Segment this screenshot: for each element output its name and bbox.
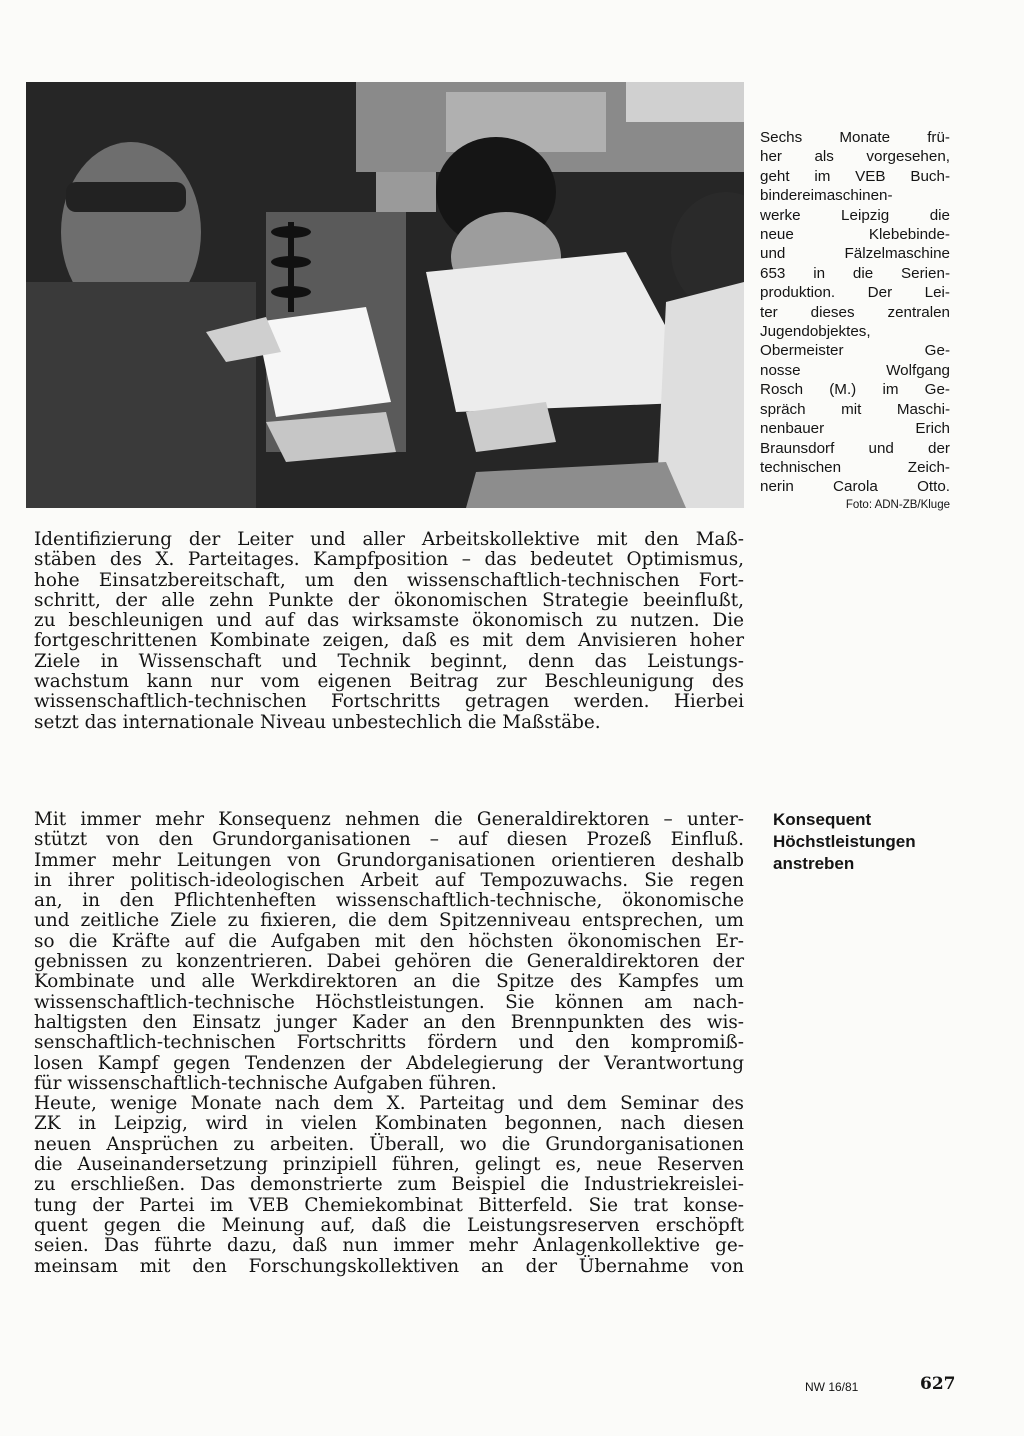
text-line: ZK in Leipzig, wird in vielen Kombinaten begonnen, nach diesen	[34, 1113, 744, 1135]
text-line: gebnissen zu konzentrieren. Dabei gehören die Generaldirektoren der	[34, 951, 744, 973]
text-line: setzt das internationale Niveau unbestechlich die Maßstäbe.	[34, 711, 601, 733]
text-line: tung der Partei im VEB Chemiekombinat Bitterfeld. Sie trat konse-	[34, 1194, 744, 1216]
caption-line: produktion. Der Lei-	[760, 284, 950, 302]
side-heading-line: anstreben	[773, 854, 855, 873]
article-paragraph-1	[34, 530, 744, 733]
caption-line: ter dieses zentralen	[760, 303, 950, 321]
text-line: und zeitliche Ziele zu fixieren, die dem Spitzenniveau entsprechen, um	[34, 910, 744, 932]
text-line: stäben des X. Parteitages. Kampfposition – das bedeutet Optimismus,	[34, 549, 744, 571]
text-line: wissenschaftlich-technische Höchstleistungen. Sie können am nach-	[34, 991, 744, 1013]
caption-line: werke Leipzig die	[760, 206, 950, 224]
photo-illustration	[26, 82, 744, 508]
caption-line: Braunsdorf und der	[760, 439, 950, 457]
side-heading-line: Konsequent	[773, 810, 872, 829]
caption-line: her als vorgesehen,	[760, 148, 950, 166]
text-line: Immer mehr Leitungen von Grundorganisationen orientieren deshalb	[34, 849, 744, 871]
text-line: seien. Das führte dazu, daß nun immer mehr Anlagenkollektive ge-	[34, 1235, 744, 1257]
text-line: in ihrer politisch-ideologischen Arbeit auf Tempozuwachs. Sie regen	[34, 869, 744, 891]
text-line: Mit immer mehr Konsequenz nehmen die Generaldirektoren – unter-	[34, 809, 744, 830]
side-heading-line: Höchstleistungen	[773, 832, 916, 851]
text-line: stützt von den Grundorganisationen – auf diesen Prozeß Einfluß.	[34, 829, 744, 851]
caption-line: spräch mit Maschi-	[760, 400, 950, 418]
article-paragraph-2	[34, 810, 744, 1277]
photo-caption	[760, 128, 950, 513]
caption-line: geht im VEB Buch-	[760, 167, 950, 185]
text-line: Ziele in Wissenschaft und Technik beginnt, denn das Leistungs-	[34, 650, 744, 672]
caption-line: technischen Zeich-	[760, 458, 950, 476]
caption-line: bindereimaschinen-	[760, 187, 893, 205]
text-line: zu erschließen. Das demonstrierte zum Beispiel die Industriekreislei-	[34, 1174, 744, 1196]
text-line: senschaftlich-technischen Fortschritts fördern und den kompromiß-	[34, 1032, 744, 1054]
text-line: fortgeschrittenen Kombinate zeigen, daß es mit dem Anvisieren hoher	[34, 630, 744, 652]
text-line: Kombinate und alle Werkdirektoren an die Spitze des Kampfes um	[34, 971, 744, 993]
caption-line: neue Klebebinde-	[760, 226, 950, 244]
caption-line: nerin Carola Otto.	[760, 478, 950, 496]
workshop-photo	[26, 82, 744, 508]
text-line: meinsam mit den Forschungskollektiven an der Übernahme von	[34, 1255, 744, 1277]
caption-line: Jugendobjektes,	[760, 323, 871, 341]
text-line: für wissenschaftlich-technische Aufgaben führen.	[34, 1072, 497, 1094]
caption-line: Sechs Monate frü-	[760, 129, 950, 146]
page-number: 627	[920, 1374, 956, 1394]
text-line: zu beschleunigen und auf das wirksamste ökonomisch zu nutzen. Die	[34, 610, 744, 632]
text-line: hohe Einsatzbereitschaft, um den wissenschaftlich-technischen Fort-	[34, 569, 744, 591]
text-line: wachstum kann nur vom eigenen Beitrag zur Beschleunigung des	[34, 671, 744, 693]
text-line: quent gegen die Meinung auf, daß die Leistungsreserven erschöpft	[34, 1214, 744, 1236]
text-line: Identifizierung der Leiter und aller Arbeitskollektive mit den Maß-	[34, 529, 744, 550]
text-line: so die Kräfte auf die Aufgaben mit den höchsten ökonomischen Er-	[34, 930, 744, 952]
photo-credit: Foto: ADN-ZB/Kluge	[845, 498, 950, 511]
text-line: an, in den Pflichtenheften wissenschaftlich-technische, ökonomische	[34, 890, 744, 912]
caption-line: Rosch (M.) im Ge-	[760, 381, 950, 399]
text-line: wissenschaftlich-technischen Fortschritts getragen werden. Hierbei	[34, 691, 744, 713]
side-heading	[773, 809, 973, 875]
caption-line: nenbauer Erich	[760, 420, 950, 438]
caption-line: nosse Wolfgang	[760, 361, 950, 379]
caption-line: 653 in die Serien-	[760, 264, 950, 282]
caption-line: und Fälzelmaschine	[760, 245, 950, 263]
text-line: schritt, der alle zehn Punkte der ökonomischen Strategie beeinflußt,	[34, 589, 744, 611]
text-line: neuen Ansprüchen zu arbeiten. Überall, wo die Grundorganisationen	[34, 1133, 744, 1155]
text-line: die Auseinandersetzung prinzipiell führen, gelingt es, neue Reserven	[34, 1154, 744, 1176]
caption-line: Obermeister Ge-	[760, 342, 950, 360]
text-line: haltigsten den Einsatz junger Kader an den Brennpunkten des wis-	[34, 1011, 744, 1033]
text-line: losen Kampf gegen Tendenzen der Abdelegierung der Verantwortung	[34, 1052, 744, 1074]
text-line: Heute, wenige Monate nach dem X. Parteitag und dem Seminar des	[34, 1093, 744, 1115]
issue-reference: NW 16/81	[805, 1380, 859, 1394]
